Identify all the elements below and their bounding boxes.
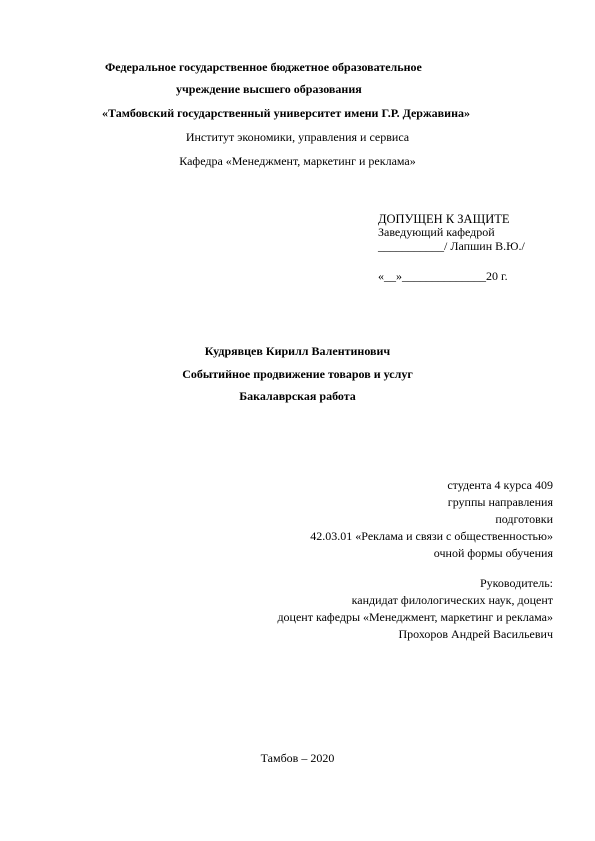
approval-signature: ___________/ Лапшин В.Ю./ [378,239,525,253]
city-year: Тамбов – 2020 [260,751,335,765]
author-name: Кудрявцев Кирилл Валентинович [204,344,391,358]
org-line-2: учреждение высшего образования [176,82,362,96]
work-type: Бакалаврская работа [239,389,356,403]
supervisor-name: Прохоров Андрей Васильевич [398,627,553,641]
institute-name: Институт экономики, управления и сервиса [185,130,410,144]
approval-title: ДОПУЩЕН К ЗАЩИТЕ [378,212,510,226]
student-line-1: студента 4 курса 409 [447,478,553,492]
student-line-2: группы направления [447,495,553,509]
university-name: «Тамбовский государственный университет имени Г.Р. Державина» [102,106,470,120]
supervisor-degree: кандидат филологических наук, доцент [351,593,553,607]
department-name: Кафедра «Менеджмент, маркетинг и реклама» [179,154,416,168]
student-line-3: подготовки [495,512,553,526]
approval-date: «__»______________20 г. [378,269,508,283]
student-line-5: очной формы обучения [433,546,553,560]
org-line-1: Федеральное государственное бюджетное образовательное [105,60,422,74]
work-topic: Событийное продвижение товаров и услуг [182,367,413,381]
approval-role: Заведующий кафедрой [378,225,495,239]
supervisor-position: доцент кафедры «Менеджмент, маркетинг и реклама» [277,610,553,624]
supervisor-label: Руководитель: [479,576,553,590]
student-line-4: 42.03.01 «Реклама и связи с общественностью» [310,529,553,543]
